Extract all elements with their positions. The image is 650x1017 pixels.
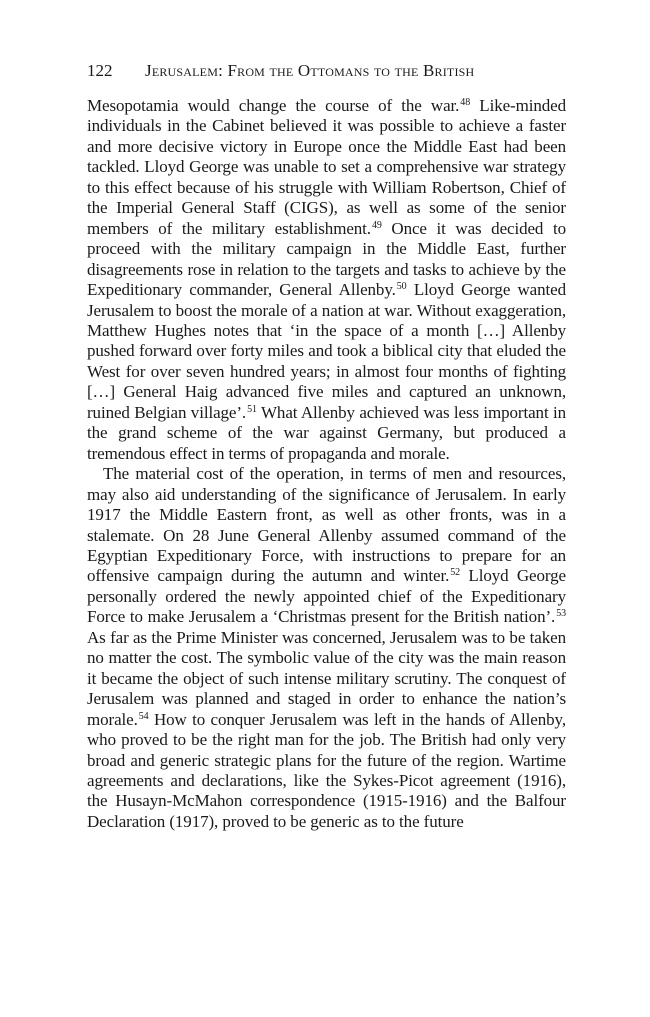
paragraph [87, 464, 566, 832]
body-text [87, 96, 566, 832]
running-title: Jerusalem: From the Ottomans to the British [145, 61, 475, 80]
text-run: Lloyd George wanted Jerusalem to boost the morale of a nation at war. Without exaggeration, Matthew Hughes notes that ‘in the space of a month […] Allenby pushed forward over forty miles and took a biblical city that eluded the West for over seven hundred years; in almost four months of fighting […] General Haig advanced five miles and captured an unknown, ruined Belgian village’. [87, 280, 566, 422]
text-run: The material cost of the operation, in terms of men and resources, may also aid understanding of the significance of Jerusalem. In early 1917 the Middle Eastern front, as well as other fronts, was in a stalemate. On 28 June General Allenby assumed command of the Egyptian Expeditionary Force, with instructions to prepare for an offensive campaign during the autumn and winter. [87, 464, 566, 586]
page-number: 122 [87, 61, 113, 80]
footnote-marker: 50 [396, 281, 407, 293]
text-run: Once it was decided to proceed with the military campaign in the Middle East, further disagreements rose in relation to the targets and tasks to achieve by the Expeditionary commander, General Allenby. [87, 218, 566, 300]
text-run: What Allenby achieved was less important in the grand scheme of the war against Germany, but produced a tremendous effect in terms of propaganda and morale. [87, 402, 566, 463]
text-run: Lloyd George personally ordered the newly appointed chief of the Expeditionary Force to make Jerusalem a ‘Christmas present for the British nation’. [87, 566, 566, 627]
text-run: Mesopotamia would change the course of the war. [87, 96, 460, 115]
paragraph [87, 96, 566, 464]
footnote-marker: 48 [460, 97, 471, 108]
running-header [87, 60, 567, 82]
text-run: How to conquer Jerusalem was left in the hands of Allenby, who proved to be the right man for the job. The British had only very broad and generic strategic plans for the future of the region. Wartime agreements and declarations, like the Sykes-Picot agreement (1916), the Husayn-McMahon correspondence (1915-1916) and the Balfour Declaration (1917), proved to be generic as to the future [87, 709, 566, 831]
footnote-marker: 49 [371, 219, 382, 231]
footnote-marker: 54 [138, 710, 149, 722]
text-run: Like-minded individuals in the Cabinet believed it was possible to achieve a faster and more decisive victory in Europe once the Middle East had been tackled. Lloyd George was unable to set a comprehensive war strategy to this effect because of his struggle with William Robertson, Chief of the Imperial General Staff (CIGS), as well as some of the senior members of the military establishment. [87, 96, 566, 238]
footnote-marker: 53 [556, 608, 566, 620]
footnote-marker: 52 [450, 567, 461, 579]
text-run: As far as the Prime Minister was concerned, Jerusalem was to be taken no matter the cost. The symbolic value of the city was the main reason it became the object of such intense military scrutiny. The conquest of Jerusalem was planned and staged in order to enhance the nation’s morale. [87, 627, 566, 729]
footnote-marker: 51 [247, 403, 257, 415]
